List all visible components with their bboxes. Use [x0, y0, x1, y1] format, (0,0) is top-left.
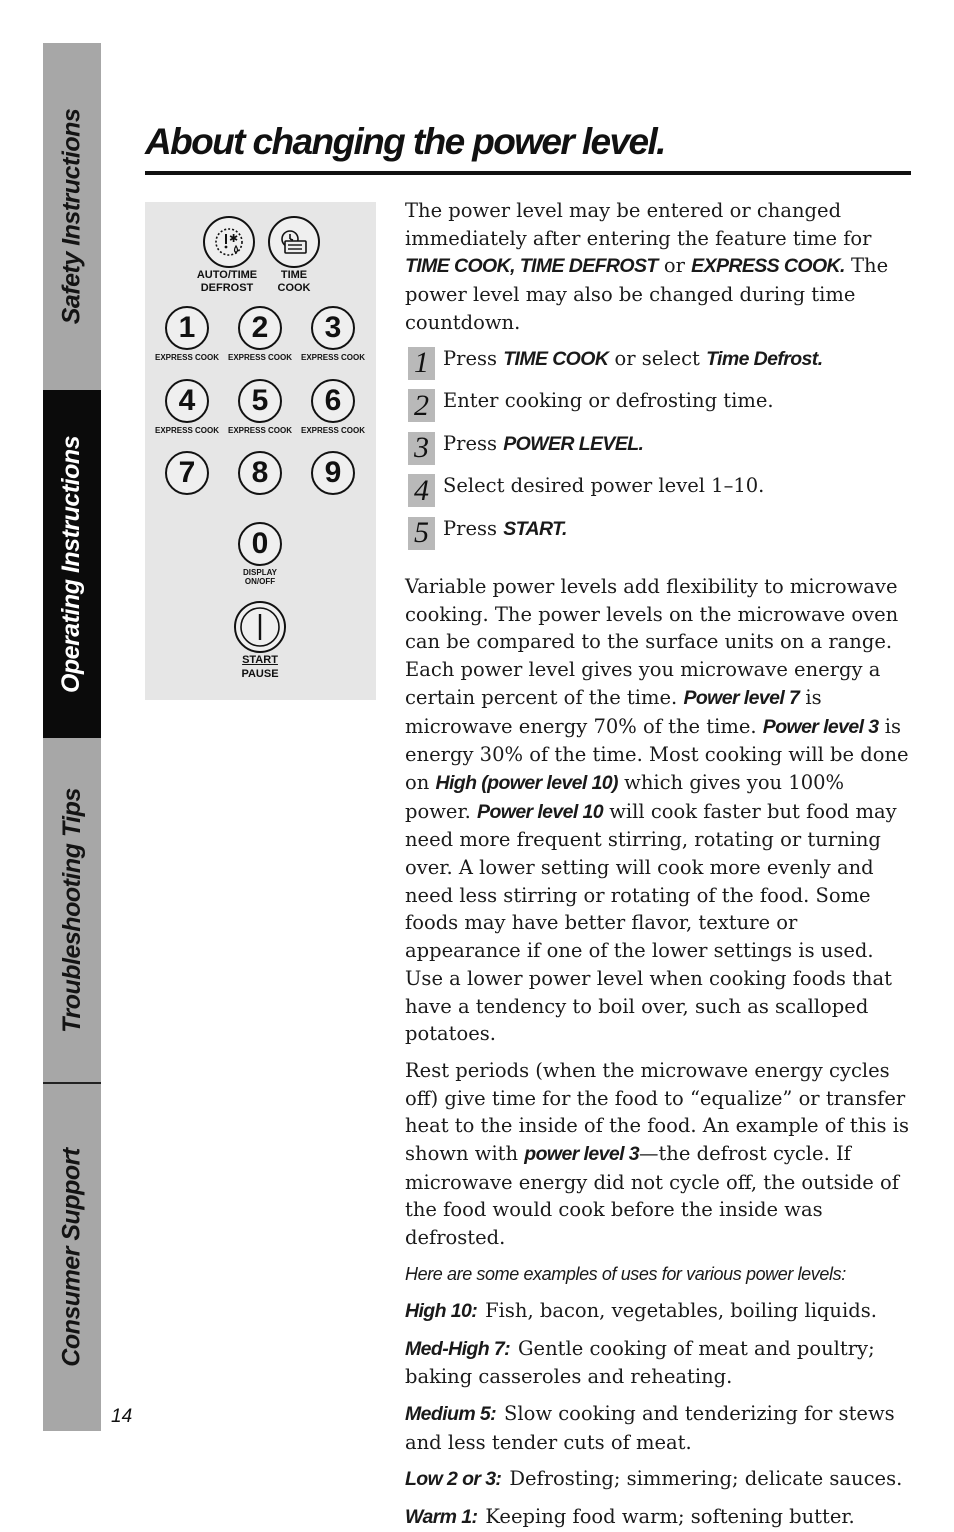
- step-text: [443, 517, 567, 541]
- digit-key-9: [311, 451, 355, 495]
- digit-label: 2: [251, 311, 269, 344]
- digit-label: 8: [251, 456, 269, 489]
- intro-keyword: TIME COOK, TIME DEFROST: [405, 255, 658, 278]
- step-number: 5: [408, 517, 435, 550]
- step-item: [405, 389, 915, 432]
- step-post: .: [817, 347, 823, 370]
- main-content: [405, 197, 915, 1532]
- intro-keyword: EXPRESS COOK.: [691, 255, 845, 278]
- digit-key-0: [238, 522, 282, 566]
- examples-intro: Here are some examples of uses for various power levels:: [405, 1263, 846, 1284]
- step-item: [405, 432, 915, 475]
- steps-list: [405, 347, 915, 560]
- step-pre: Press: [443, 516, 504, 540]
- example-text: Fish, bacon, vegetables, boiling liquids.: [485, 1298, 877, 1322]
- example-label: Medium 5:: [405, 1403, 497, 1425]
- paragraph-text: Variable power levels add flexibility to microwave cooking. The power levels on the microwave oven can be compared to the surface units on a range. Each power level gives you microwave energy a certain percent of the time.: [405, 575, 899, 709]
- express-cook-caption: EXPRESS COOK: [227, 353, 293, 362]
- intro-text: or: [657, 254, 692, 278]
- paragraph-text: Rest periods (when the microwave energy cycles off) give time for the food to “equalize” or transfer heat to the inside of the food. An example of this is shown with: [405, 1058, 909, 1166]
- pause-caption: PAUSE: [241, 668, 279, 680]
- paragraph-keyword: Power level 3: [762, 715, 879, 738]
- rest-periods-paragraph: [405, 1057, 915, 1252]
- digit-label: 7: [178, 456, 196, 489]
- digit-key-8: [238, 451, 282, 495]
- step-item: [405, 474, 915, 517]
- power-icon: [238, 605, 282, 649]
- express-cook-caption: EXPRESS COOK: [227, 426, 293, 435]
- express-cook-caption: EXPRESS COOK: [154, 353, 220, 362]
- paragraph-keyword: High (power level 10): [435, 771, 618, 794]
- example-text: Slow cooking and tenderizing for stews and less tender cuts of meat.: [405, 1402, 895, 1454]
- digit-label: 5: [251, 384, 269, 417]
- example-item: [405, 1400, 915, 1456]
- intro-paragraph: [405, 197, 915, 337]
- start-caption: START: [242, 654, 278, 666]
- paragraph-text: —the defrost cycle. If microwave energy did not cycle off, the outside of the food would cook before the inside was defrosted.: [405, 1142, 899, 1250]
- digit-label: 4: [178, 384, 196, 417]
- example-item: [405, 1465, 915, 1494]
- step-text: [443, 347, 823, 371]
- paragraph-text: is microwave energy 70% of the time.: [405, 685, 822, 738]
- paragraph-text: is energy 30% of the time. Most cooking will be done on: [405, 714, 909, 794]
- tab-operating-instructions[interactable]: [43, 390, 101, 738]
- title-rule: [145, 171, 911, 175]
- step-text: [443, 432, 643, 456]
- step-item: [405, 517, 915, 560]
- paragraph-keyword: Power level 10: [477, 800, 604, 823]
- step-number: 3: [408, 432, 435, 465]
- example-label: Warm 1:: [405, 1506, 478, 1529]
- example-label: Low 2 or 3:: [405, 1468, 502, 1491]
- digit-label: 0: [251, 527, 269, 560]
- digit-key-6: [311, 379, 355, 423]
- example-label: High 10:: [405, 1299, 478, 1322]
- svg-text:✱: ✱: [229, 232, 239, 245]
- example-text: Keeping food warm; softening butter.: [485, 1505, 855, 1529]
- step-keyword: START.: [503, 517, 567, 540]
- power-levels-paragraph: [405, 573, 915, 1048]
- step-number: 1: [408, 347, 435, 380]
- page-title: About changing the power level.: [145, 121, 665, 162]
- digit-key-7: [165, 451, 209, 495]
- example-text: Gentle cooking of meat and poultry; baking casseroles and reheating.: [405, 1336, 875, 1389]
- time-cook-caption: TIME COOK: [277, 269, 311, 294]
- digit-key-3: [311, 306, 355, 350]
- start-pause-key: [234, 601, 286, 653]
- display-on-off-caption: DISPLAY ON/OFF: [243, 568, 277, 586]
- digit-key-5: [238, 379, 282, 423]
- express-cook-caption: EXPRESS COOK: [300, 426, 366, 435]
- tab-safety-instructions[interactable]: [43, 43, 101, 390]
- step-pre: Select desired power level 1–10.: [443, 474, 765, 498]
- tab-label: Operating Instructions: [57, 435, 86, 693]
- digit-label: 9: [324, 456, 342, 489]
- tab-troubleshooting-tips[interactable]: [43, 738, 101, 1083]
- step-keyword: POWER LEVEL.: [503, 432, 644, 455]
- express-cook-caption: EXPRESS COOK: [154, 426, 220, 435]
- paragraph-keyword: power level 3: [524, 1143, 639, 1166]
- tab-label: Troubleshooting Tips: [57, 788, 86, 1033]
- example-item: [405, 1297, 915, 1326]
- step-text: [443, 389, 774, 413]
- auto-defrost-key: [203, 216, 255, 268]
- paragraph-text: will cook faster but food may need more frequent stirring, rotating or turning over. A lower setting will cook more evenly and need less stirring or rotating of the food. Some foods may have better flavor, texture or appearance if one of the lower settings is used. Use a lower power level when cooking foods that have a tendency to boil over, such as scalloped potatoes.: [405, 799, 897, 1046]
- step-number: 2: [408, 389, 435, 422]
- step-item: [405, 347, 915, 390]
- step-pre: Press: [443, 431, 504, 455]
- tab-consumer-support[interactable]: [43, 1084, 101, 1431]
- auto-defrost-icon: [212, 225, 246, 259]
- side-tabs: [43, 43, 101, 1431]
- keypad-illustration: [145, 202, 376, 700]
- step-keyword: TIME COOK: [503, 347, 609, 370]
- digit-label: 3: [324, 311, 342, 344]
- page-number: 14: [111, 1406, 133, 1427]
- intro-text: The power level may also be changed during time countdown.: [405, 254, 889, 334]
- step-text: [443, 474, 764, 498]
- step-number: 4: [408, 474, 435, 507]
- paragraph-text: which gives you 100% power.: [405, 770, 845, 823]
- tab-label: Consumer Support: [57, 1148, 86, 1367]
- step-pre: Press: [443, 346, 504, 370]
- digit-key-2: [238, 306, 282, 350]
- digit-key-1: [165, 306, 209, 350]
- auto-defrost-caption: AUTO/TIME DEFROST: [196, 269, 258, 294]
- paragraph-keyword: Power level 7: [683, 686, 800, 709]
- example-text: Defrosting; simmering; delicate sauces.: [509, 1467, 903, 1491]
- digit-label: 1: [178, 311, 196, 344]
- express-cook-caption: EXPRESS COOK: [300, 353, 366, 362]
- digit-key-4: [165, 379, 209, 423]
- step-pre: Enter cooking or defrosting time.: [443, 389, 774, 413]
- step-mid: or select: [608, 346, 707, 370]
- time-cook-key: [268, 216, 320, 268]
- example-label: Med-High 7:: [405, 1337, 510, 1360]
- example-item: [405, 1335, 915, 1391]
- tab-label: Safety Instructions: [57, 108, 86, 325]
- step-keyword: Time Defrost: [706, 347, 818, 370]
- time-cook-icon: [277, 225, 311, 259]
- digit-label: 6: [324, 384, 342, 417]
- example-item: [405, 1503, 915, 1532]
- intro-text: The power level may be entered or changed immediately after entering the feature time for: [405, 199, 872, 250]
